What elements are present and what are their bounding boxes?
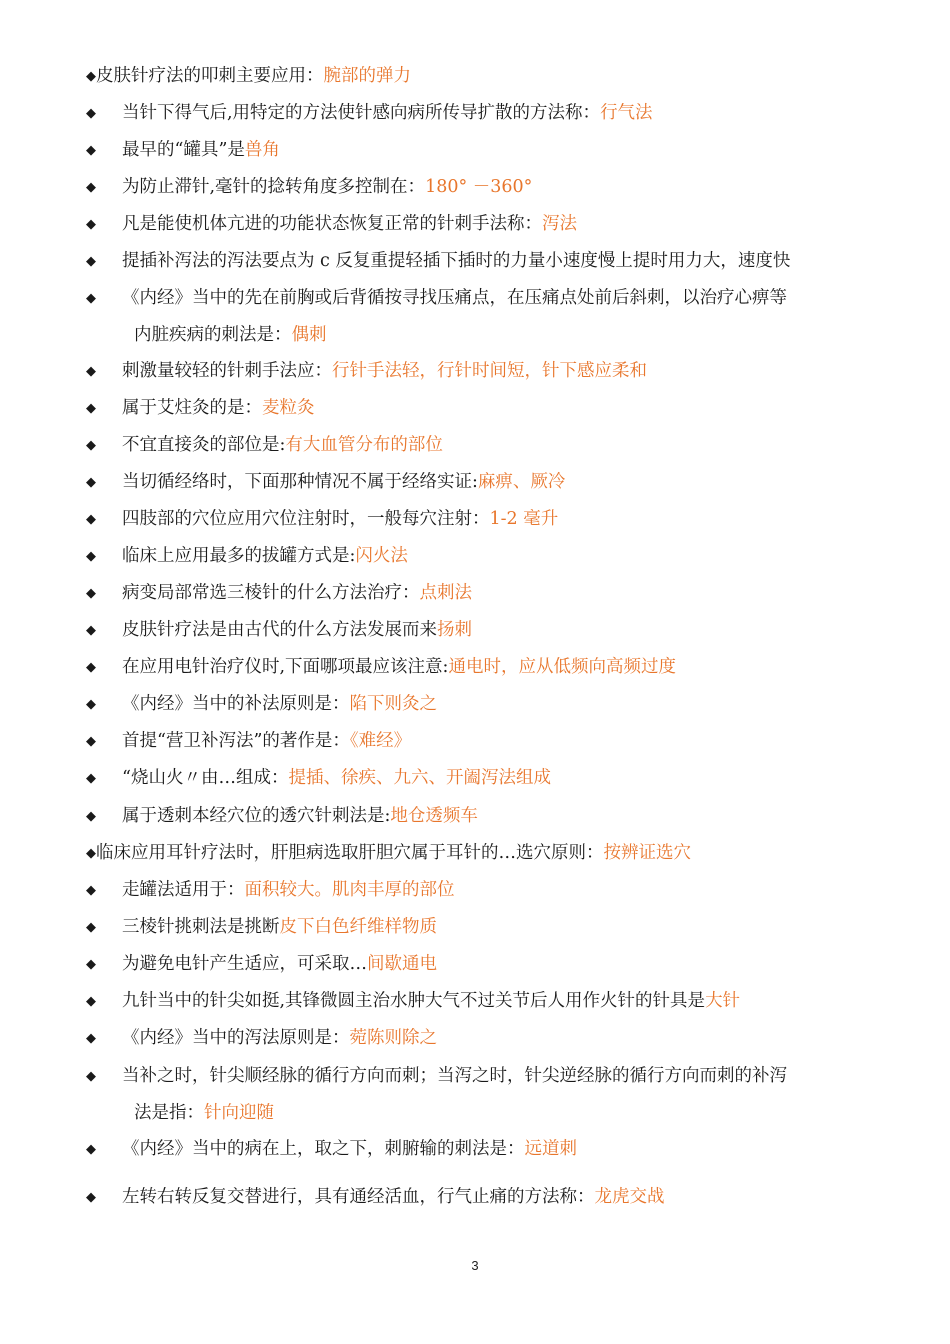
list-item	[86, 612, 866, 649]
diamond-bullet-icon: ◆	[86, 512, 96, 527]
list-item	[86, 280, 866, 354]
list-item	[86, 501, 866, 538]
answer-text: 泻法	[542, 214, 577, 234]
question-text: 当针下得气后,用特定的方法使针感向病所传导扩散的方法称：	[122, 103, 601, 123]
list-item	[86, 1020, 866, 1057]
diamond-bullet-icon: ◆	[86, 846, 96, 861]
answer-text: 间歇通电	[367, 954, 437, 974]
question-text: 为防止滞针,毫针的捻转角度多控制在：	[122, 177, 426, 197]
answer-text: 面积较大。肌肉丰厚的部位	[244, 880, 455, 900]
question-text: 首提“营卫补泻法”的著作是：	[122, 731, 350, 751]
diamond-bullet-icon: ◆	[86, 1142, 96, 1157]
list-item	[86, 649, 866, 686]
answer-text: 闪火法	[355, 546, 408, 566]
diamond-bullet-icon: ◆	[86, 623, 96, 638]
answer-text: 按辨证选穴	[603, 843, 691, 863]
diamond-bullet-icon: ◆	[86, 475, 96, 490]
list-item	[86, 464, 866, 501]
answer-text: 陷下则灸之	[349, 694, 437, 714]
diamond-bullet-icon: ◆	[86, 254, 96, 269]
list-item	[86, 909, 866, 946]
question-text: 临床上应用最多的拔罐方式是:	[122, 546, 356, 566]
list-item	[86, 872, 866, 909]
list-item	[86, 243, 866, 280]
diamond-bullet-icon: ◆	[86, 1031, 96, 1046]
question-text-continued: 法是指：	[134, 1103, 204, 1123]
answer-text: 地仓透频车	[390, 806, 478, 826]
diamond-bullet-icon: ◆	[86, 586, 96, 601]
answer-text: 行针手法轻，行针时间短，针下感应柔和	[332, 361, 647, 381]
answer-text: 通电时，应从低频向高频过度	[448, 657, 676, 677]
question-text: 病变局部常选三棱针的什么方法治疗：	[122, 583, 420, 603]
list-item	[86, 1131, 866, 1168]
answer-text: 扬刺	[437, 620, 472, 640]
question-text: 凡是能使机体亢进的功能状态恢复正常的针刺手法称：	[122, 214, 542, 234]
diamond-bullet-icon: ◆	[86, 69, 96, 84]
diamond-bullet-icon: ◆	[86, 920, 96, 935]
diamond-bullet-icon: ◆	[86, 438, 96, 453]
answer-text: 龙虎交战	[594, 1187, 665, 1207]
list-item	[86, 983, 866, 1020]
diamond-bullet-icon: ◆	[86, 994, 96, 1009]
list-item	[86, 390, 866, 427]
list-item	[86, 760, 866, 797]
question-text: 属于透刺本经穴位的透穴针刺法是:	[122, 806, 391, 826]
question-text: 《内经》当中的补法原则是：	[122, 694, 350, 714]
question-text: 当补之时，针尖顺经脉的循行方向而刺；当泻之时，针尖逆经脉的循行方向而刺的补泻	[122, 1066, 787, 1086]
list-item	[86, 1058, 866, 1132]
question-text: 左转右转反复交替进行，具有通经活血，行气止痛的方法称：	[122, 1187, 595, 1207]
diamond-bullet-icon: ◆	[86, 771, 96, 786]
diamond-bullet-icon: ◆	[86, 106, 96, 121]
question-text: 四肢部的穴位应用穴位注射时，一般每穴注射：	[122, 509, 490, 529]
list-item	[86, 798, 866, 835]
question-text: 三棱针挑刺法是挑断	[122, 917, 280, 937]
question-text: 走罐法适用于：	[122, 880, 245, 900]
question-text: “烧山火〃由…组成：	[122, 768, 289, 788]
diamond-bullet-icon: ◆	[86, 364, 96, 379]
list-item	[86, 686, 866, 723]
list-item	[86, 169, 866, 206]
answer-text: 麻痹、厥冷	[477, 472, 566, 492]
list-item	[86, 353, 866, 390]
list-item	[86, 206, 866, 243]
question-text: 提插补泻法的泻法要点为 c 反复重提轻插下插时的力量小速度慢上提时用力大，速度快	[122, 251, 791, 271]
diamond-bullet-icon: ◆	[86, 1069, 96, 1084]
diamond-bullet-icon: ◆	[86, 734, 96, 749]
list-item	[86, 946, 866, 983]
question-text: 皮肤针疗法的叩刺主要应用：	[96, 66, 324, 86]
question-text: 不宜直接灸的部位是:	[122, 435, 286, 455]
question-text: 临床应用耳针疗法时，肝胆病选取肝胆穴属于耳针的…选穴原则：	[96, 843, 604, 863]
answer-text: 提插、徐疾、九六、开阖泻法组成	[288, 768, 551, 788]
answer-text: 行气法	[600, 103, 653, 123]
page-number: 3	[471, 1258, 479, 1273]
diamond-bullet-icon: ◆	[86, 401, 96, 416]
list-item	[86, 95, 866, 132]
answer-text: 1-2 毫升	[489, 509, 559, 529]
question-text: 《内经》当中的病在上，取之下，刺腑输的刺法是：	[122, 1139, 525, 1159]
answer-text: 有大血管分布的部位	[285, 435, 443, 455]
question-text: 当切循经络时，下面那种情况不属于经络实证:	[122, 472, 478, 492]
question-text: 刺激量较轻的针刺手法应：	[122, 361, 332, 381]
diamond-bullet-icon: ◆	[86, 883, 96, 898]
diamond-bullet-icon: ◆	[86, 217, 96, 232]
answer-text: 偶刺	[291, 325, 327, 345]
question-text: 皮肤针疗法是由古代的什么方法发展而来	[122, 620, 437, 640]
list-item	[86, 1179, 866, 1216]
question-text-continued: 内脏疾病的刺法是：	[134, 325, 292, 345]
diamond-bullet-icon: ◆	[86, 809, 96, 824]
question-text: 《内经》当中的泻法原则是：	[122, 1028, 350, 1048]
diamond-bullet-icon: ◆	[86, 660, 96, 675]
answer-text: 《难经》	[349, 731, 412, 751]
answer-text: 针向迎随	[204, 1103, 274, 1123]
answer-text: 180° －360°	[425, 177, 533, 197]
answer-text: 腕部的弹力	[323, 66, 411, 86]
diamond-bullet-icon: ◆	[86, 291, 96, 306]
answer-text: 兽角	[244, 140, 280, 160]
diamond-bullet-icon: ◆	[86, 957, 96, 972]
answer-text: 大针	[705, 991, 741, 1011]
question-text: 在应用电针治疗仪时,下面哪项最应该注意:	[122, 657, 449, 677]
question-text: 为避免电针产生适应，可采取…	[122, 954, 367, 974]
list-item	[86, 427, 866, 464]
answer-text: 远道刺	[524, 1139, 577, 1159]
answer-text: 皮下白色纤维样物质	[279, 917, 437, 937]
diamond-bullet-icon: ◆	[86, 1190, 96, 1205]
diamond-bullet-icon: ◆	[86, 549, 96, 564]
list-item	[86, 538, 866, 575]
list-item	[86, 132, 866, 169]
diamond-bullet-icon: ◆	[86, 697, 96, 712]
diamond-bullet-icon: ◆	[86, 180, 96, 195]
list-item	[86, 835, 866, 872]
answer-text: 点刺法	[419, 583, 472, 603]
question-text: 《内经》当中的先在前胸或后背循按寻找压痛点，在压痛点处前后斜刺，以治疗心痹等	[122, 288, 787, 308]
question-text: 九针当中的针尖如挺,其锋微圆主治水肿大气不过关节后人用作火针的针具是	[122, 991, 706, 1011]
answer-text: 麦粒灸	[262, 398, 315, 418]
answer-text: 菀陈则除之	[349, 1028, 437, 1048]
list-item	[86, 58, 866, 95]
list-item	[86, 575, 866, 612]
list-item	[86, 723, 866, 760]
question-text: 最早的“罐具”是	[122, 140, 245, 160]
question-text: 属于艾炷灸的是：	[122, 398, 262, 418]
diamond-bullet-icon: ◆	[86, 143, 96, 158]
